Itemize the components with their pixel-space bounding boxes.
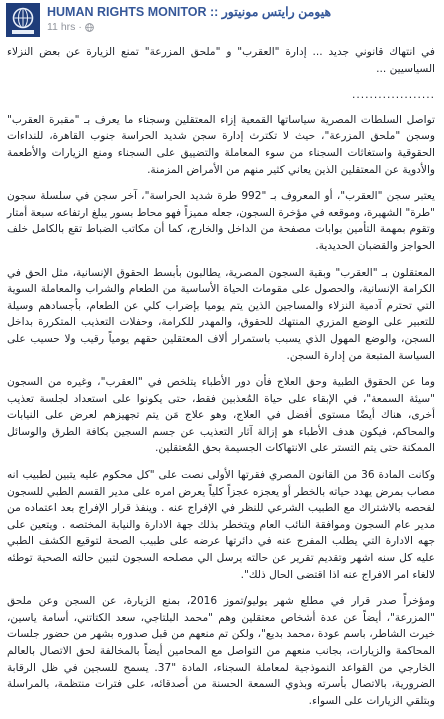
post-timestamp[interactable]: 11 hrs: [47, 21, 76, 33]
page-avatar[interactable]: [6, 3, 40, 37]
post-paragraph: وكانت المادة 36 من القانون المصري فقرتها الأولى نصت على "كل محكوم عليه يتبين لطبيب انه مصاب بمرض يهدد حياته بالخطر أو يعجزه عجزاً كلياً يعرض امره على مدير القسم الطبي للسجون لفحصه بالاشتراك مع الطبيب الشرعي للنظر في الإفراج عنه . وينفذ قرار الإفراج بعد اعتماده من مدير عام السجون وموافقة النائب العام ويتخطر بذلك جهة الادارة والنيابة المختصه . ويتعين على جهه الادارة التي يطلب المفرج عنه في دائرتها عرضه على طبيب الصحة لتوقيع الكشف الطبي عليه كل سنه اشهر وتقديم تقرير عن حالته يرسل الي مصلحه السجون لتبين حالته الصحية توطئه لالغاء امر الافراج عنه اذا اقتضى الحال ذلك".: [7, 469, 436, 581]
post-paragraph: ومؤخراً صدر قرار في مطلع شهر يوليو/تموز 2016، بمنع الزيارة، عن السجن وعن ملحق "المزرعة"، أيضاً عن عدة أشخاص معتقلين وهم "محمد البلتاجي، سعد الكتاتني، أسامة ياسين، خيرت الشاطر، باسم عودة ،محمد بديع"، ولكن تم منعهم من قبل صدوره بشهر من حضور جلسات المحاكمة والزيارات، بجانب منعهم من التواصل مع المحامين أيضاً بالمخالفة لحق الاتصال بالعالم الخارجي من القواعد النموذجية لمعاملة السجناء، المادة "37. يسمح للسجين في ظل الرقابة الضرورية، بالاتصال بأسرته وبذوي السمعة الحسنة من أصدقائه، على فترات منتظمة، بالمراسلة وبتلقي الزيارات على السواء.: [7, 595, 436, 707]
post-paragraph: المعتقلون بـ "العقرب" وبقية السجون المصرية، يطالبون بأبسط الحقوق الإنسانية، مثل الحق في الكرامة الإنسانية، والحصول على مقومات الحياة الأساسية من الطعام والشراب والمعاملة السوية التي تحترم آدمية النزلاء والمساجين الذين يتم يوميا بإضراب كلي عن الطعام، بأجسادهم وسيلة للتعبير على الوضع المزري المنتهك للحقوق، والمهدر للكرامة، وحفلات التعذيب المتكررة بداخل السجن، والوضع المهول الذي يسبب باستمرار ألاف المعتقلين حقهم يومياً رقيب ولا حسيب على السياسة المتبعة من إدارة السجن.: [7, 266, 435, 362]
post-body: [7, 44, 435, 719]
globe-icon[interactable]: [85, 23, 94, 32]
post-divider: ...................: [352, 89, 435, 102]
post-meta: [47, 21, 94, 33]
page-name-link[interactable]: HUMAN RIGHTS MONITOR :: هيومن رايتس مونيتور: [47, 5, 332, 19]
hrm-logo-icon: [6, 3, 40, 37]
post-header: [0, 0, 444, 38]
post-paragraph: يعتبر سجن "العقرب"، أو المعروف بـ "992 طرة شديد الحراسة"، آخر سجن في سلسلة سجون "طرة" الشهيرة، وموقعه في مؤخرة السجون، جعله مميزاً فهو محاط بسور يبلغ ارتفاعه سبعة أمتار وتقوم بمهمة التأمين بوابات مصفحة من الداخل والخارج، كما أن مكاتب الضباط تقع بالكامل خلف الحواجز والقضبان الحديدية.: [7, 190, 435, 252]
meta-separator: ·: [78, 21, 82, 33]
post-paragraph: في انتهاك قانوني جديد ... إدارة "العقرب" و "ملحق المزرعة" تمنع الزيارة عن بعض النزلاء السياسيين ...: [7, 46, 435, 75]
post-paragraph: وما عن الحقوق الطبية وحق العلاج فأن دور الأطباء يتلخص في "العقرب"، وغيره من السجون "سيئة السمعة"، في الإبقاء على حياة المُعذبين فقط، حتى يكونوا على استعداد لجلسة تعذيب أخرى، هناك أيضًا مستوى أفضل في العلاج، وهو علاج مَن يتم تجهيزهم لعرض على النيابات والمحاكم، فيكون هدف الأطباء هو إزالة آثار التعذيب عن جسم السجين بكافة الطرق والوسائل الممكنة حتى يتم التستر على الانتهاكات الجسيمة بحق المُعتقلين.: [7, 376, 435, 455]
post-paragraph: تواصل السلطات المصرية سياساتها القمعية إزاء المعتقلين وسجناء ما يعرف بـ "مقبرة العقرب" وسجن "ملحق المزرعة"، حيث لا تكترث إدارة سجن شديد الحراسة جنوب القاهرة، للنداءات الحقوقية واستغاثات السجناء من سوء المعاملة والتضييق على السجناء ومنع الزيارات والأطعمة والأدوية عن المعتقلين الذين يعاني كثير منهم من الأمراض المزمنة.: [7, 113, 435, 176]
